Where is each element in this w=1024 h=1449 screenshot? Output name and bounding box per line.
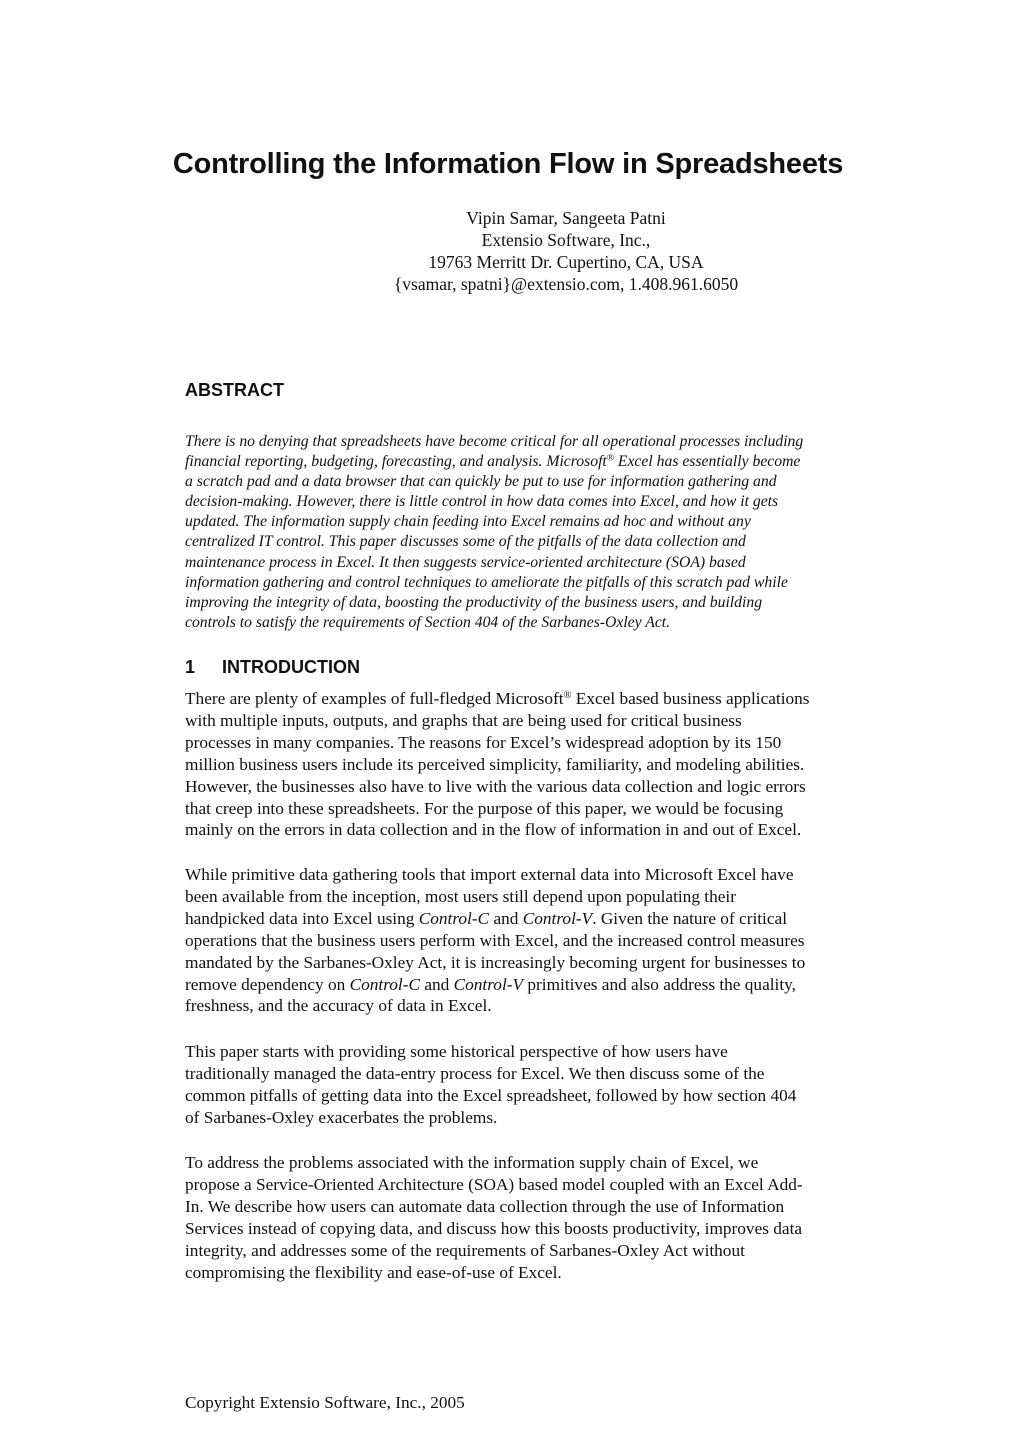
paragraph-line: processes in many companies. The reasons for Excel’s widespread adoption by its 150	[185, 732, 782, 752]
intro-paragraph-1	[185, 688, 875, 841]
paragraph-line: While primitive data gathering tools that import external data into Microsoft Excel have	[185, 865, 794, 884]
section-title: INTRODUCTION	[222, 657, 360, 677]
paragraph-text: . Given the nature of critical	[592, 908, 787, 928]
paragraph-line: been available from the inception, most users still depend upon populating their	[185, 886, 736, 906]
control-v-term: Control-V	[522, 908, 593, 928]
paragraph-text: primitives and also address the quality,	[523, 974, 796, 994]
paragraph-line: mainly on the errors in data collection and in the flow of information in and out of Excel.	[185, 820, 802, 840]
intro-paragraph-3	[185, 1041, 875, 1129]
abstract-line	[185, 452, 875, 472]
paragraph-line: million business users include its perceived simplicity, familiarity, and modeling abilities.	[185, 754, 805, 774]
paragraph-line: To address the problems associated with the information supply chain of Excel, we	[185, 1153, 759, 1172]
paragraph-line: compromising the flexibility and ease-of-use of Excel.	[185, 1262, 562, 1282]
abstract-text: Excel has essentially become	[613, 453, 801, 471]
abstract-line: information gathering and control techniques to ameliorate the pitfalls of this scratch pad while	[185, 573, 788, 591]
paragraph-line	[185, 688, 875, 710]
paragraph-line: common pitfalls of getting data into the Excel spreadsheet, followed by how section 404	[185, 1085, 797, 1105]
abstract-line: decision-making. However, there is little control in how data comes into Excel, and how it gets	[185, 493, 779, 511]
abstract-line: maintenance process in Excel. It then suggests service-oriented architecture (SOA) based	[185, 553, 746, 571]
abstract-line: updated. The information supply chain feeding into Excel remains ad hoc and without any	[185, 513, 751, 531]
paragraph-line: Services instead of copying data, and discuss how this boosts productivity, improves data	[185, 1218, 803, 1238]
abstract-text: financial reporting, budgeting, forecasting, and analysis. Microsoft	[185, 453, 607, 471]
control-c-term: Control-C	[349, 974, 421, 994]
paper-title: Controlling the Information Flow in Spreadsheets	[172, 148, 844, 180]
paragraph-text: and	[420, 974, 454, 994]
copyright-footer: Copyright Extensio Software, Inc., 2005	[185, 1393, 465, 1412]
section-number: 1	[185, 657, 196, 677]
registered-mark: ®	[606, 453, 614, 464]
author-organization: Extensio Software, Inc.,	[481, 230, 651, 250]
abstract-heading: ABSTRACT	[185, 380, 284, 400]
paragraph-line	[185, 974, 875, 996]
paragraph-line: with multiple inputs, outputs, and graphs that are being used for critical business	[185, 710, 742, 730]
paragraph-line	[185, 908, 875, 930]
paragraph-line: This paper starts with providing some historical perspective of how users have	[185, 1042, 728, 1061]
abstract-line: There is no denying that spreadsheets have become critical for all operational processes including	[185, 433, 804, 450]
intro-paragraph-4	[185, 1152, 875, 1283]
abstract-line: a scratch pad and a data browser that can quickly be put to use for information gathering and	[185, 473, 777, 491]
author-names: Vipin Samar, Sangeeta Patni	[466, 208, 666, 228]
paragraph-line: integrity, and addresses some of the requirements of Sarbanes-Oxley Act without	[185, 1240, 745, 1260]
control-v-term: Control-V	[453, 974, 524, 994]
intro-paragraph-2	[185, 864, 875, 1017]
introduction-heading	[185, 656, 360, 678]
abstract-line: improving the integrity of data, boosting the productivity of the business users, and building	[185, 593, 763, 611]
paragraph-text: remove dependency on	[185, 974, 350, 994]
author-contact: {vsamar, spatni}@extensio.com, 1.408.961.6050	[393, 274, 739, 294]
abstract-body	[185, 432, 875, 633]
author-block	[0, 207, 1024, 295]
paragraph-line: propose a Service-Oriented Architecture (SOA) based model coupled with an Excel Add-	[185, 1174, 803, 1194]
paragraph-line: However, the businesses also have to live with the various data collection and logic errors	[185, 776, 806, 796]
paragraph-line: of Sarbanes-Oxley exacerbates the problems.	[185, 1107, 498, 1127]
paragraph-line: freshness, and the accuracy of data in Excel.	[185, 996, 492, 1016]
paragraph-line: In. We describe how users can automate data collection through the use of Information	[185, 1196, 785, 1216]
control-c-term: Control-C	[418, 908, 490, 928]
paragraph-line: that creep into these spreadsheets. For the purpose of this paper, we would be focusing	[185, 798, 784, 818]
paragraph-text: handpicked data into Excel using	[185, 908, 419, 928]
registered-mark: ®	[563, 689, 572, 701]
abstract-line: centralized IT control. This paper discusses some of the pitfalls of the data collection and	[185, 533, 746, 551]
paragraph-text: There are plenty of examples of full-fledged Microsoft	[185, 689, 564, 708]
paragraph-text: and	[489, 908, 523, 928]
paragraph-line: operations that the business users perform with Excel, and the increased control measures	[185, 930, 805, 950]
abstract-line: controls to satisfy the requirements of Section 404 of the Sarbanes-Oxley Act.	[185, 613, 671, 631]
author-address: 19763 Merritt Dr. Cupertino, CA, USA	[428, 252, 704, 272]
paragraph-line: mandated by the Sarbanes-Oxley Act, it is increasingly becoming urgent for businesses to	[185, 952, 806, 972]
paragraph-text: Excel based business applications	[571, 689, 810, 708]
paragraph-line: traditionally managed the data-entry process for Excel. We then discuss some of the	[185, 1063, 765, 1083]
